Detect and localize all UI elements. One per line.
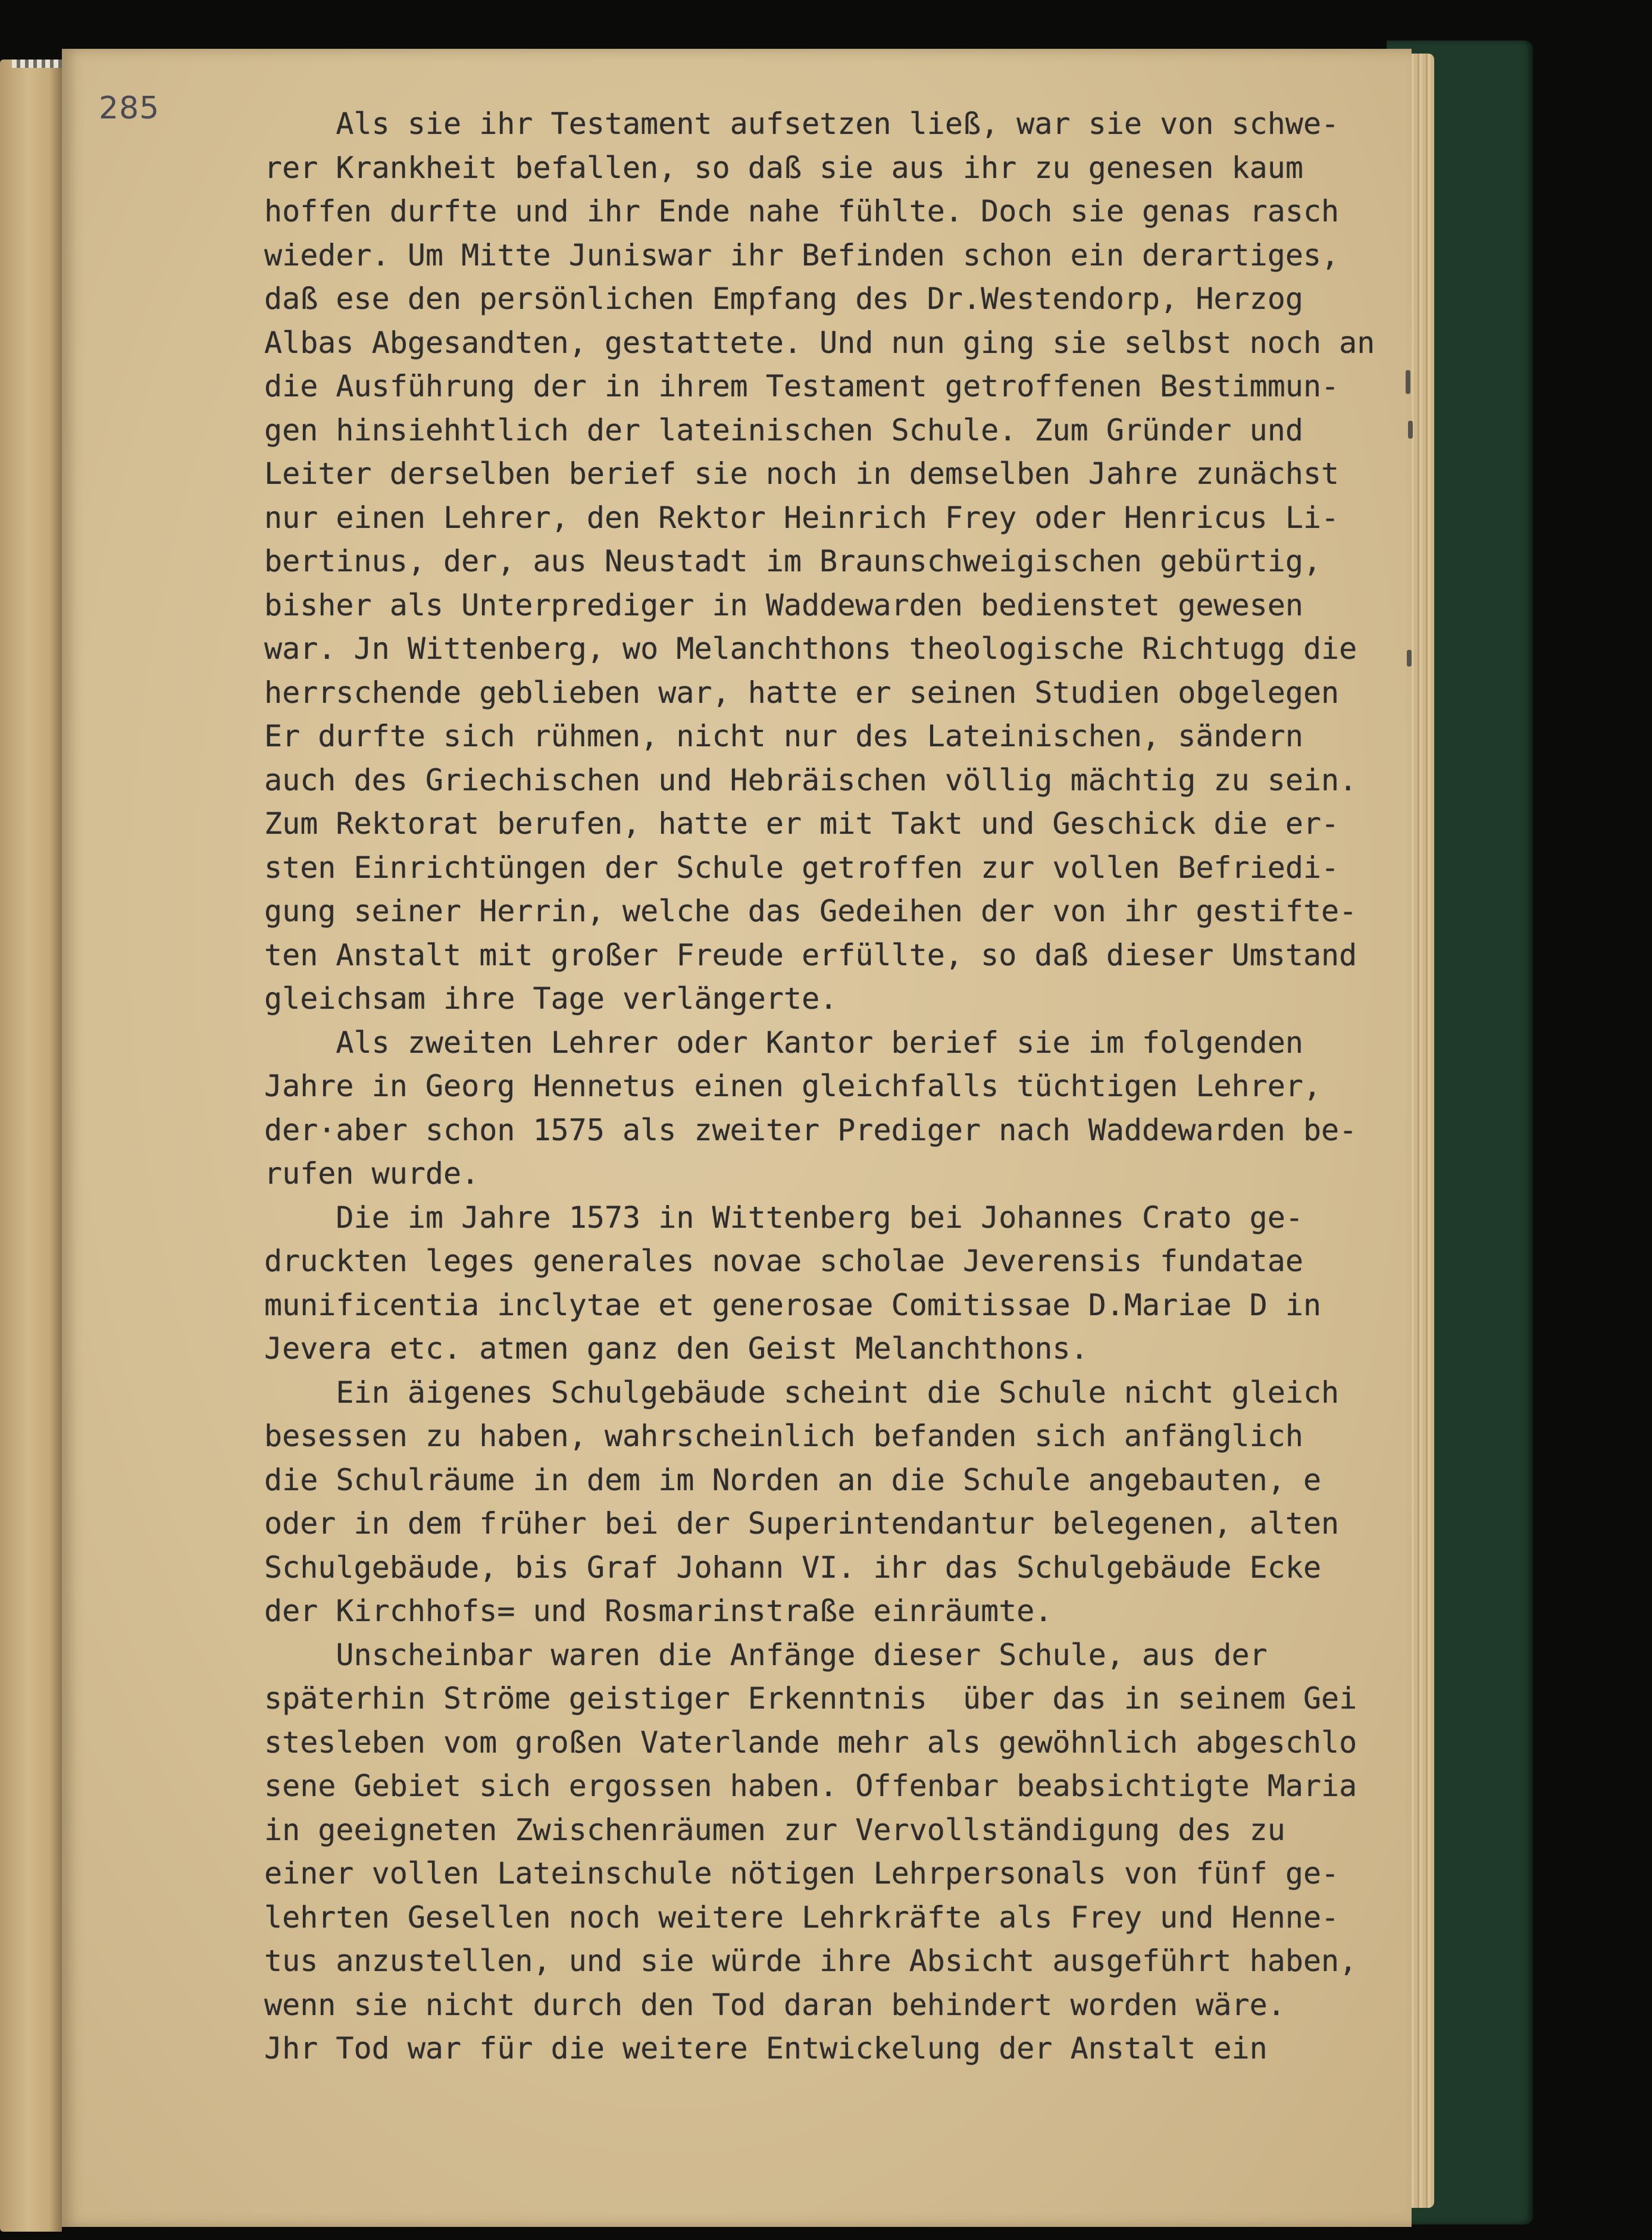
text-line: gleichsam ihre Tage verlängerte. <box>264 981 838 1016</box>
text-line: sten Einrichtüngen der Schule getroffen zur vollen Befriedi- <box>264 850 1340 885</box>
text-line: Albas Abgesandten, gestattete. Und nun ging sie selbst noch an <box>264 325 1375 360</box>
text-line: bisher als Unterprediger in Waddewarden bedienstet gewesen <box>264 587 1303 622</box>
text-line: Die im Jahre 1573 in Wittenberg bei Johannes Crato ge- <box>264 1200 1303 1235</box>
text-line: Zum Rektorat berufen, hatte er mit Takt und Geschick die er- <box>264 806 1340 841</box>
text-line: Schulgebäude, bis Graf Johann VI. ihr das Schulgebäude Ecke <box>264 1550 1322 1585</box>
text-line: druckten leges generales novae scholae Jeverensis fundatae <box>264 1244 1303 1278</box>
text-line: die Schulräume in dem im Norden an die Schule angebauten, e <box>264 1462 1322 1497</box>
text-line: gen hinsiehhtlich der lateinischen Schule. Zum Gründer und <box>264 412 1303 448</box>
facing-page-edge <box>0 60 62 2232</box>
text-line: besessen zu haben, wahrscheinlich befanden sich anfänglich <box>264 1419 1303 1453</box>
text-line: ten Anstalt mit großer Freude erfüllte, so daß dieser Umstand <box>264 937 1357 972</box>
page-number: 285 <box>99 90 160 126</box>
text-line: wenn sie nicht durch den Tod daran behindert worden wäre. <box>264 1987 1285 2022</box>
text-line: auch des Griechischen und Hebräischen völlig mächtig zu sein. <box>264 762 1357 797</box>
text-line: sene Gebiet sich ergossen haben. Offenbar beabsichtigte Maria <box>264 1769 1357 1803</box>
text-line: rer Krankheit befallen, so daß sie aus ihr zu genesen kaum <box>264 150 1303 185</box>
text-line: herrschende geblieben war, hatte er seinen Studien obgelegen <box>264 675 1340 710</box>
text-line: einer vollen Lateinschule nötigen Lehrpersonals von fünf ge- <box>264 1856 1340 1891</box>
text-line: Jhr Tod war für die weitere Entwickelung der Anstalt ein <box>264 2031 1268 2066</box>
text-line: bertinus, der, aus Neustadt im Braunschweigischen gebürtig, <box>264 544 1322 578</box>
text-line: Unscheinbar waren die Anfänge dieser Schule, aus der <box>264 1637 1268 1672</box>
text-line: rufen wurde. <box>264 1156 480 1191</box>
text-line: späterhin Ströme geistiger Erkenntnis über das in seinem Gei <box>264 1681 1357 1716</box>
text-line: hoffen durfte und ihr Ende nahe fühlte. Doch sie genas rasch <box>264 194 1340 229</box>
text-line: lehrten Gesellen noch weitere Lehrkräfte als Frey und Henne- <box>264 1900 1340 1935</box>
text-line: der Kirchhofs= und Rosmarinstraße einräumte. <box>264 1594 1053 1628</box>
typewritten-page <box>62 49 1412 2227</box>
body-text <box>264 102 1454 2071</box>
text-line: Jahre in Georg Hennetus einen gleichfalls tüchtigen Lehrer, <box>264 1069 1322 1103</box>
text-line: gung seiner Herrin, welche das Gedeihen der von ihr gestifte- <box>264 894 1357 928</box>
text-line: wieder. Um Mitte Juniswar ihr Befinden schon ein derartiges, <box>264 237 1340 273</box>
text-line: nur einen Lehrer, den Rektor Heinrich Frey oder Henricus Li- <box>264 500 1340 535</box>
text-line: Als sie ihr Testament aufsetzen ließ, war sie von schwe- <box>264 107 1340 141</box>
text-line: tus anzustellen, und sie würde ihre Absicht ausgeführt haben, <box>264 1944 1357 1978</box>
text-line: oder in dem früher bei der Superintendantur belegenen, alten <box>264 1506 1340 1541</box>
text-line: Jevera etc. atmen ganz den Geist Melanchthons. <box>264 1331 1088 1366</box>
text-line: der·aber schon 1575 als zweiter Prediger nach Waddewarden be- <box>264 1112 1357 1147</box>
text-line: war. Jn Wittenberg, wo Melanchthons theologische Richtugg die <box>264 631 1357 666</box>
text-line: daß ese den persönlichen Empfang des Dr.Westendorp, Herzog <box>264 281 1303 316</box>
text-line: die Ausführung der in ihrem Testament getroffenen Bestimmun- <box>264 369 1340 403</box>
text-line: Ein äigenes Schulgebäude scheint die Schule nicht gleich <box>264 1375 1340 1410</box>
text-line: Leiter derselben berief sie noch in demselben Jahre zunächst <box>264 456 1340 491</box>
text-line: in geeigneten Zwischenräumen zur Vervollständigung des zu <box>264 1812 1285 1847</box>
text-line: Als zweiten Lehrer oder Kantor berief sie im folgenden <box>264 1025 1303 1060</box>
text-line: Er durfte sich rühmen, nicht nur des Lateinischen, sändern <box>264 719 1303 753</box>
text-line: stesleben vom großen Vaterlande mehr als gewöhnlich abgeschlo <box>264 1725 1357 1760</box>
text-line: munificentia inclytae et generosae Comitissae D.Mariae D in <box>264 1287 1322 1322</box>
